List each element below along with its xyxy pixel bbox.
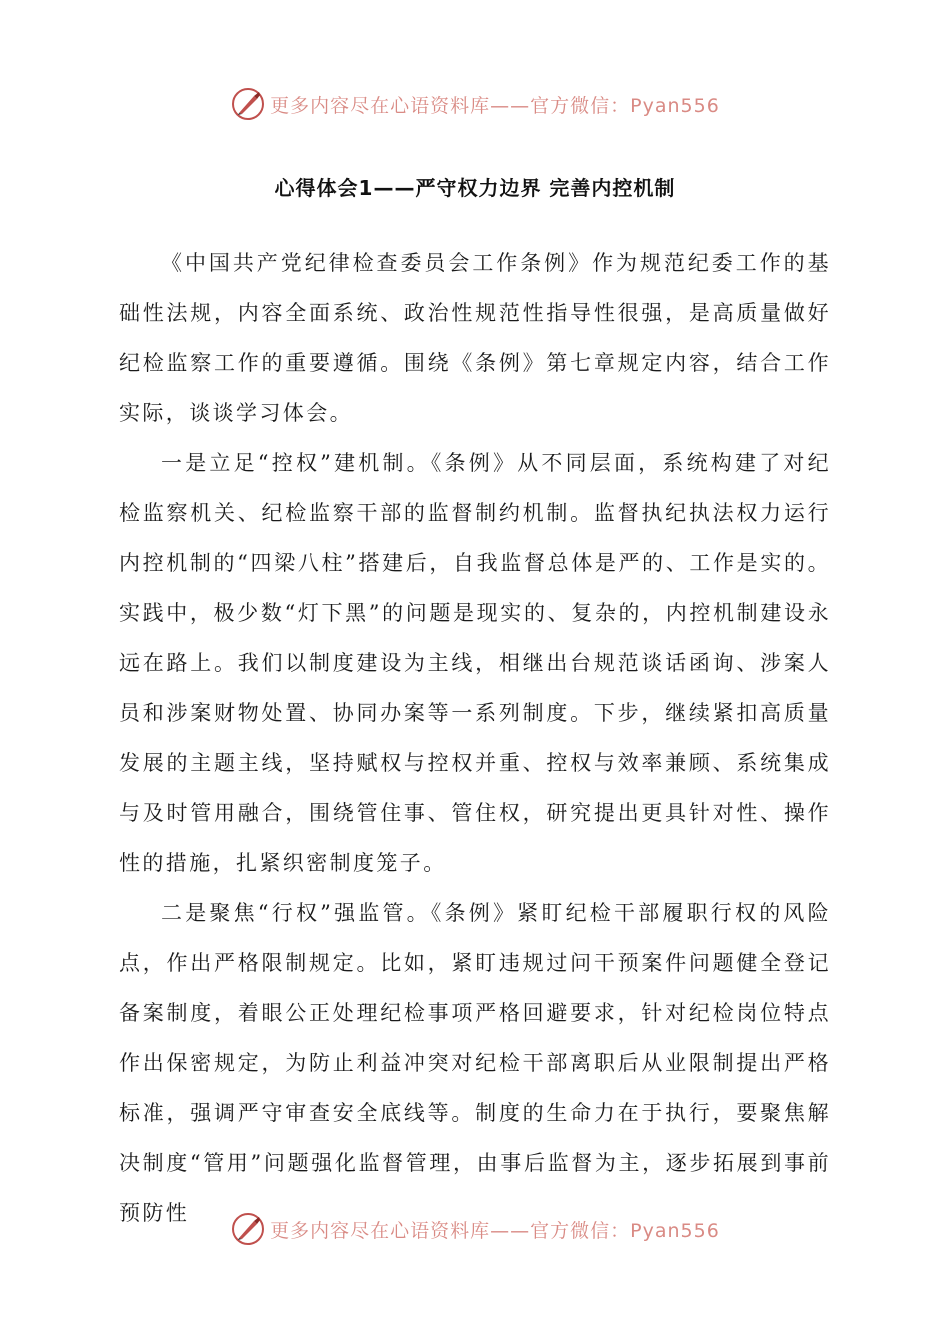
footer-watermark-banner bbox=[0, 1209, 950, 1249]
quill-pen-logo-icon bbox=[230, 86, 266, 122]
paragraph-point-one: 一是立足“控权”建机制。《条例》从不同层面，系统构建了对纪检监察机关、纪检监察干部的监督制约机制。监督执纪执法权力运行内控机制的“四梁八柱”搭建后，自我监督总体是严的、工作是实的。实践中，极少数“灯下黑”的问题是现实的、复杂的，内控机制建设永远在路上。我们以制度建设为主线，相继出台规范谈话函询、涉案人员和涉案财物处置、协同办案等一系列制度。下步，继续紧扣高质量发展的主题主线，坚持赋权与控权并重、控权与效率兼顾、系统集成与及时管用融合，围绕管住事、管住权，研究提出更具针对性、操作性的措施，扎紧织密制度笼子。 bbox=[119, 451, 831, 875]
watermark-text: 更多内容尽在心语资料库——官方微信：Pyan556 bbox=[270, 1219, 720, 1242]
watermark-text: 更多内容尽在心语资料库——官方微信：Pyan556 bbox=[270, 94, 720, 117]
quill-pen-logo-icon bbox=[230, 1211, 266, 1247]
paragraph-intro: 《中国共产党纪律检查委员会工作条例》作为规范纪委工作的基础性法规，内容全面系统、政治性规范性指导性很强，是高质量做好纪检监察工作的重要遵循。围绕《条例》第七章规定内容，结合工作实际，谈谈学习体会。 bbox=[119, 251, 831, 425]
header-watermark-banner bbox=[0, 84, 950, 124]
paragraph-point-two: 二是聚焦“行权”强监管。《条例》紧盯纪检干部履职行权的风险点，作出严格限制规定。比如，紧盯违规过问干预案件问题健全登记备案制度，着眼公正处理纪检事项严格回避要求，针对纪检岗位特点作出保密规定，为防止利益冲突对纪检干部离职后从业限制提出严格标准，强调严守审查安全底线等。制度的生命力在于执行，要聚焦解决制度“管用”问题强化监督管理，由事后监督为主，逐步拓展到事前预防性 bbox=[119, 901, 831, 1225]
document-body bbox=[119, 238, 831, 1238]
document-title: 心得体会1——严守权力边界 完善内控机制 bbox=[274, 176, 676, 200]
